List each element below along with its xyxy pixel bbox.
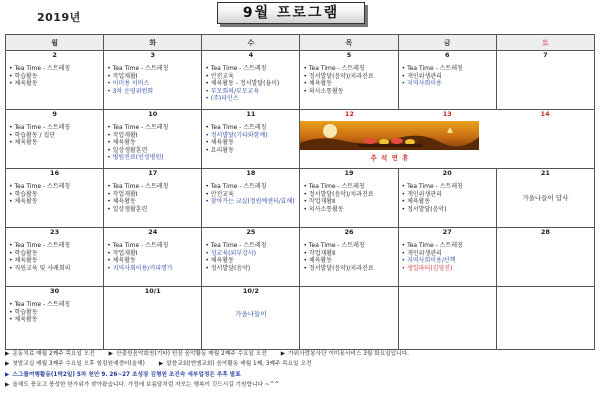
day-cell: [300, 51, 398, 110]
day-number: 14: [540, 110, 550, 118]
activity-line: • 작업재활Ⅰ: [107, 72, 138, 80]
activity-line: • 체육활동: [303, 257, 333, 265]
weekday-header-2: 수: [202, 35, 300, 51]
activity-line: • 학습활동: [9, 72, 38, 80]
day-number: 6: [444, 51, 450, 59]
day-number: 10: [148, 110, 158, 118]
day-number: 24: [148, 228, 158, 236]
activity-line: • Tea Time - 스트레칭: [303, 242, 365, 249]
day-number: 2: [52, 51, 57, 59]
note-text: 첫발교실 매월 3째주 수요일 오후 힐링원예센터(울해): [12, 361, 145, 368]
activity-line: • 일상생활훈련: [107, 146, 148, 154]
weekday-header-0: 월: [6, 35, 104, 51]
week-row: [6, 169, 595, 228]
day-cell: [104, 110, 202, 169]
activity-line: • Tea Time - 스트레칭: [107, 183, 169, 190]
day-number: 10/1: [144, 287, 161, 295]
activity-line: • 정서발달(음악)/치과진료: [303, 72, 374, 80]
activity-line: • Tea Time - 스트레칭: [9, 301, 71, 308]
week-row: [6, 110, 595, 169]
activity-line: • 개인위생관리: [401, 190, 442, 198]
day-number: 11: [246, 110, 256, 118]
activity-line: • 체육활동: [107, 139, 136, 147]
day-cell: [202, 110, 300, 169]
day-cell: [202, 51, 300, 110]
activity-line: • Tea Time - 스트레칭: [9, 124, 71, 131]
weekday-header-4: 금: [398, 35, 496, 51]
activity-line: • 개인위생관리: [401, 72, 442, 80]
activity-line: • 개인위생관리: [401, 249, 442, 257]
note-text: 스그룹여행활동(1박2일) 5차 천안 9. 26~27 조성장 김형원 조진숙 새부업정은 추후 발표: [12, 371, 241, 378]
note-line: [5, 380, 595, 390]
activity-line: • 의사소통활동: [303, 205, 344, 213]
day-cell: [496, 228, 594, 287]
activity-line: • Tea Time - 스트레칭: [401, 242, 463, 249]
activity-line: • 직원교육 및 사례회의: [9, 264, 71, 272]
activity-line: • 체육활동: [107, 257, 136, 265]
activity-line: • 체육활동: [205, 139, 234, 147]
chuseok-illustration: [300, 121, 479, 150]
activity-line: • 체육활동: [9, 139, 38, 147]
day-number: 25: [246, 228, 256, 236]
empty-cell: [398, 287, 496, 350]
activity-line: • 학습활동 / 집단: [9, 131, 56, 139]
day-cell: [398, 51, 496, 110]
day-cell: [6, 228, 104, 287]
note-text: 운동치료 매월 2째주 목요일 오전: [12, 351, 95, 357]
activity-line: • Tea Time - 스트레칭: [107, 242, 169, 249]
day-number: 7: [543, 51, 548, 59]
note-line: [5, 359, 595, 369]
day-cell: [300, 169, 398, 228]
bullet-arrow-icon: ▶: [5, 371, 10, 378]
activity-line: • Tea Time - 스트레칭: [205, 65, 267, 72]
note-text: 말씀교회(엔엠교회) 음악활동 매월 1째, 3째주 목요일 오전: [166, 361, 312, 368]
day-cell: [6, 110, 104, 169]
year-label: 2019년: [37, 11, 81, 24]
day-number: 23: [50, 228, 60, 236]
note-text: 가위사랑봉사단 이미용서비스 3월 화요일입니다.: [288, 351, 409, 357]
calendar-table: [5, 34, 595, 350]
day-number: 18: [246, 169, 256, 177]
activity-line: • 체육활동: [9, 316, 38, 324]
weekday-header-1: 화: [104, 35, 202, 51]
activity-line: • 체육활동: [9, 80, 38, 88]
activity-line: • 병원진료(인성병원): [107, 154, 164, 162]
activity-line: • Tea Time - 스트레칭: [107, 124, 169, 131]
activity-line: • Tea Time - 스트레칭: [9, 65, 71, 72]
activity-line: • 지역사회이용: [401, 80, 442, 88]
bullet-arrow-icon: ▶: [5, 361, 10, 368]
activity-line: • 작업재활Ⅱ: [303, 198, 336, 206]
activity-line: • Tea Time - 스트레칭: [9, 242, 71, 249]
empty-cell: [496, 287, 594, 350]
activity-line: • 안전교육: [205, 190, 234, 198]
day-number: 16: [50, 169, 60, 177]
activity-line: • 지역사회이용/산책: [401, 257, 456, 265]
day-cell: [202, 287, 300, 350]
day-number: 17: [148, 169, 158, 177]
week-row: [6, 51, 595, 110]
activity-line: • 학습활동: [9, 308, 38, 316]
activity-line: • 정서발달(음악): [205, 264, 251, 272]
day-cell: [6, 51, 104, 110]
day-cell: [496, 169, 594, 228]
activity-line: • 작업재활Ⅰ: [107, 249, 138, 257]
activity-line: • Tea Time - 스트레칭: [401, 183, 463, 190]
activity-line: • 학습활동: [9, 190, 38, 198]
week-row: [6, 287, 595, 350]
activity-line: • 정서발달(음악)/치과진료: [303, 190, 374, 198]
day-number: 10/2: [242, 287, 259, 295]
activity-line: • 요리활동: [205, 146, 234, 154]
activity-line: • 3차 운영위원회: [107, 87, 154, 95]
activity-line: • 체육활동: [401, 198, 431, 206]
bullet-arrow-icon: ▶: [108, 351, 114, 357]
activity-line: • Tea Time - 스트레칭: [205, 124, 267, 131]
week-row: [6, 228, 595, 287]
bullet-arrow-icon: ▶: [5, 382, 10, 389]
activity-line: • 찾아가는 교실(정원예센터/효해): [205, 198, 295, 206]
day-cell: [496, 51, 594, 110]
activity-line: • 체육활동: [9, 257, 38, 265]
day-cell: [398, 169, 496, 228]
bullet-arrow-icon: ▶: [5, 351, 10, 357]
note-line: [5, 370, 595, 380]
day-number: 3: [150, 51, 155, 59]
chuseok-holiday-cell: [300, 110, 595, 169]
activity-line: • 체육활동 - 정서발달(율이): [205, 80, 280, 88]
note-text: 올해도 풍요고 풍성한 한가위가 찾아왔습니다. 가정에 보름달처럼 자모는 행복이 깃드시길 기원합니다 ~^^: [12, 382, 280, 389]
bullet-arrow-icon: ▶: [158, 361, 164, 368]
day-event: 가을나들이: [235, 310, 267, 318]
day-cell: [104, 51, 202, 110]
activity-line: • 생일파티(김영진): [401, 264, 453, 272]
activity-line: • Tea Time - 스트레칭: [303, 183, 365, 190]
day-number: 30: [50, 287, 60, 295]
activity-line: • 체육활동: [303, 80, 333, 88]
activity-line: • 지역사회이용/커피명가: [107, 264, 173, 272]
day-event: 가을나들이 답사: [522, 194, 569, 202]
page-title: 9월 프로그램: [217, 2, 365, 24]
day-cell: [300, 228, 398, 287]
day-cell: [104, 228, 202, 287]
activity-line: • Tea Time - 스트레칭: [205, 242, 267, 249]
activity-line: • 작업재활Ⅰ: [107, 190, 138, 198]
day-cell: [202, 228, 300, 287]
note-line: [5, 349, 595, 359]
activity-line: • 안전교육: [205, 72, 234, 80]
day-number: 5: [346, 51, 352, 59]
activity-line: • 의사소통활동: [303, 87, 344, 95]
weekday-header-5: 토: [496, 35, 594, 51]
weekday-header-3: 목: [300, 35, 398, 51]
day-cell: [398, 228, 496, 287]
activity-line: • 부모회의/부모교육: [205, 87, 260, 95]
activity-line: • 정서발달(기타와함께): [205, 131, 268, 139]
activity-line: • 성교육(외부강사): [205, 249, 257, 257]
empty-cell: [300, 287, 398, 350]
day-number: 9: [52, 110, 57, 118]
day-number: 20: [442, 169, 452, 177]
activity-line: • 일상생활훈련: [107, 205, 148, 213]
bullet-arrow-icon: ▶: [280, 351, 286, 357]
activity-line: • Tea Time - 스트레칭: [303, 65, 365, 72]
note-text: 산출원음악회원(기타) 원장 음악활동 매월 2째주 수요일 오전: [116, 351, 267, 357]
day-number: 4: [248, 51, 254, 59]
activity-line: • 체육활동: [9, 198, 38, 206]
activity-line: • Tea Time - 스트레칭: [9, 183, 71, 190]
day-number: 12: [344, 110, 354, 118]
day-number: 26: [344, 228, 354, 236]
activity-line: • 정서발달(음악)/치과진료: [303, 264, 374, 272]
activity-line: • 작업재활Ⅰ: [107, 131, 138, 139]
day-cell: [104, 169, 202, 228]
day-number: 13: [442, 110, 452, 118]
day-cell: [6, 169, 104, 228]
activity-line: • Tea Time - 스트레칭: [107, 65, 169, 72]
day-number: 27: [442, 228, 452, 236]
activity-line: • 체육활동: [205, 257, 234, 265]
day-number: 19: [344, 169, 354, 177]
activity-line: • 정서발달(음악): [401, 205, 447, 213]
activity-line: • (주)파인스: [205, 95, 239, 103]
activity-line: • 학습활동: [9, 249, 38, 257]
activity-line: • 체육활동: [107, 198, 136, 206]
activity-line: • 이미용 서비스: [107, 80, 150, 88]
activity-line: • Tea Time - 스트레칭: [205, 183, 267, 190]
day-number: 28: [540, 228, 550, 236]
weekday-header-row: [6, 35, 595, 51]
holiday-label: 추 석 연 휴: [370, 154, 410, 162]
activity-line: • 작업재활Ⅱ: [303, 249, 336, 257]
day-cell: [104, 287, 202, 350]
activity-line: • Tea Time - 스트레칭: [401, 65, 463, 72]
day-number: 21: [540, 169, 550, 177]
day-cell: [6, 287, 104, 350]
notes-section: [5, 349, 595, 391]
day-cell: [202, 169, 300, 228]
